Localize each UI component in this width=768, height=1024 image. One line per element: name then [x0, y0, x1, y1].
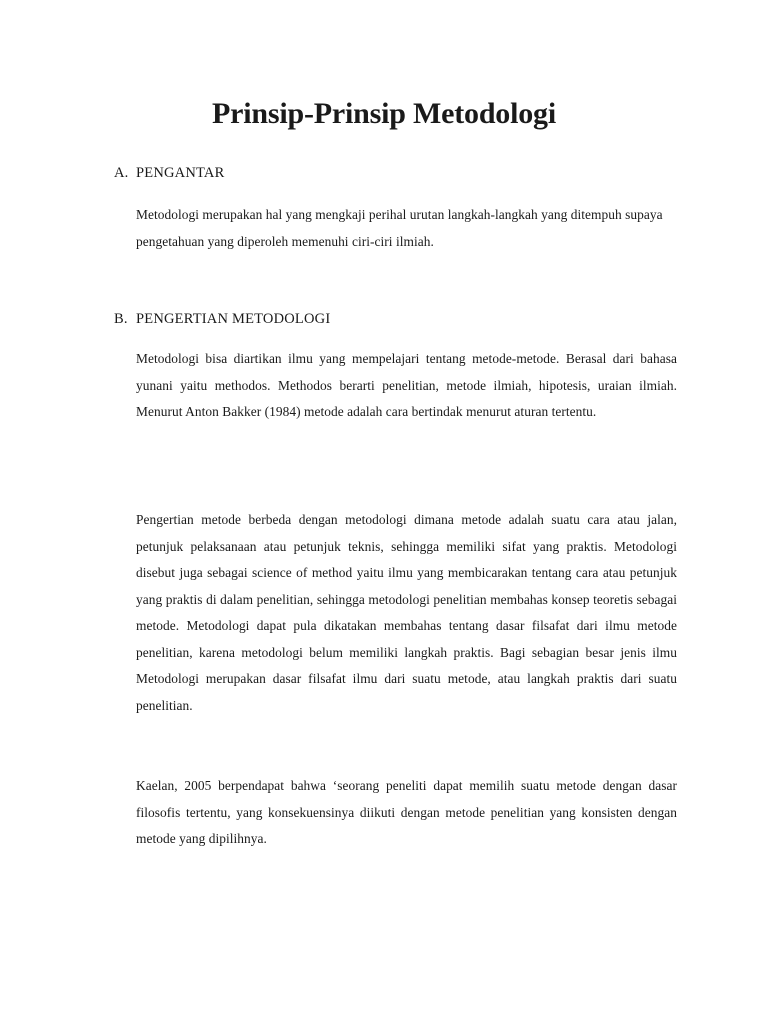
section-marker: B.	[114, 311, 128, 327]
section-marker: A.	[114, 165, 129, 181]
paragraph-definition: Metodologi bisa diartikan ilmu yang mempelajari tentang metode-metode. Berasal dari bahasa yunani yaitu methodos. Methodos berarti penelitian, metode ilmiah, hipotesis, uraian ilmiah. Menurut Anton Bakker (1984) metode adalah cara bertindak menurut aturan tertentu.	[136, 351, 677, 419]
paragraph-pengantar: Metodologi merupakan hal yang mengkaji perihal urutan langkah-langkah yang ditempuh supaya pengetahuan yang diperoleh memenuhi ciri-ciri ilmiah.	[136, 207, 663, 249]
paragraph-kaelan-quote: Kaelan, 2005 berpendapat bahwa ‘seorang peneliti dapat memilih suatu metode dengan dasar filosofis tertentu, yang konsekuensinya diikuti dengan metode penelitian yang konsisten dengan metode yang dipilihnya.	[136, 778, 677, 846]
document-title: Prinsip-Prinsip Metodologi	[212, 97, 556, 130]
paragraph-method-vs-methodology: Pengertian metode berbeda dengan metodologi dimana metode adalah suatu cara atau jalan, petunjuk pelaksanaan atau petunjuk teknis, sehingga memiliki sifat yang praktis. Metodologi disebut juga sebagai science of method yaitu ilmu yang membicarakan tentang cara atau petunjuk yang praktis di dalam penelitian, sehingga metodologi penelitian membahas konsep teoretis sebagai metode. Metodologi dapat pula dikatakan membahas tentang dasar filsafat dari ilmu metode penelitian, karena metodologi belum memiliki langkah praktis. Bagi sebagian besar jenis ilmu Metodologi merupakan dasar filsafat ilmu dari suatu metode, atau langkah praktis dari suatu penelitian.	[136, 512, 677, 713]
section-heading-pengantar	[114, 163, 224, 183]
section-heading-pengertian-metodologi	[114, 309, 330, 329]
section-heading-text: PENGANTAR	[136, 165, 225, 181]
section-heading-text: PENGERTIAN METODOLOGI	[136, 311, 331, 327]
